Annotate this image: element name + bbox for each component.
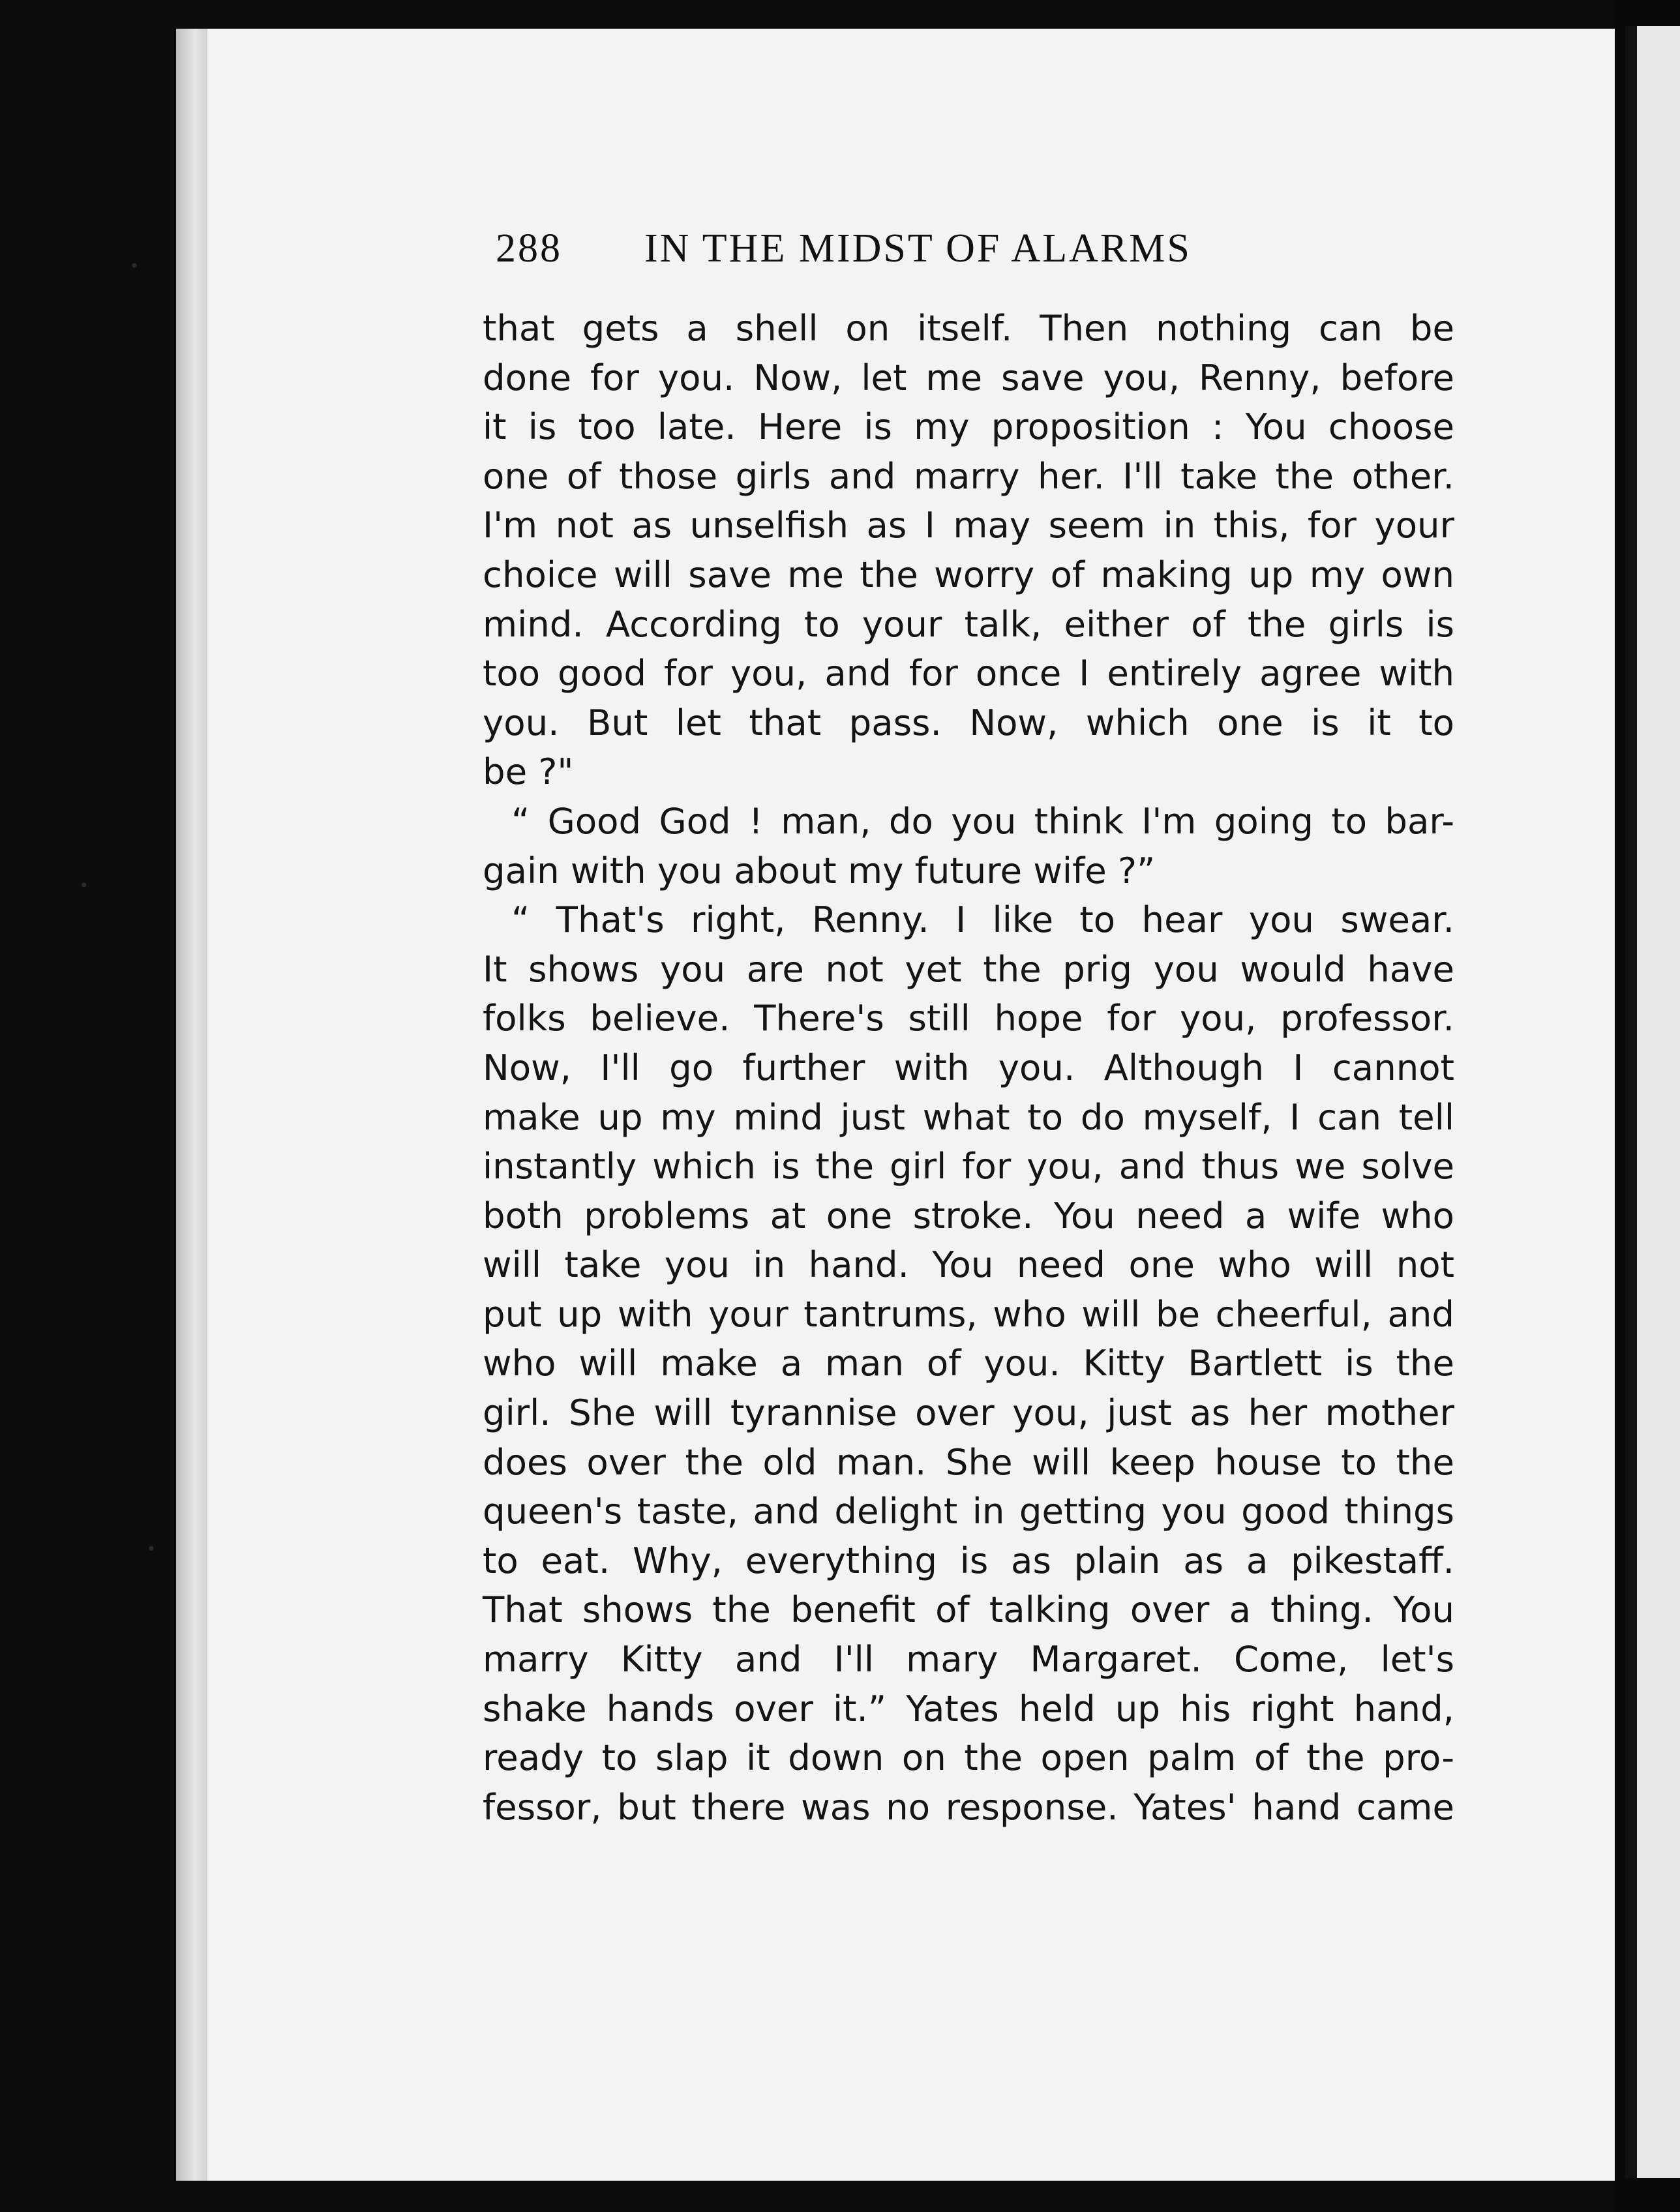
text-line: “ Good God ! man, do you think I'm going to bar-: [511, 800, 1454, 842]
text-line: I'm not as unselfish as I may seem in this, for your: [483, 504, 1454, 546]
text-line: queen's taste, and delight in getting you good things: [483, 1490, 1454, 1532]
text-line: make up my mind just what to do myself, I can tell: [483, 1096, 1454, 1138]
text-line: marry Kitty and I'll mary Margaret. Come, let's: [483, 1638, 1454, 1681]
text-line: It shows you are not yet the prig you would have: [483, 948, 1454, 990]
text-line: mind. According to your talk, either of the girls is: [483, 603, 1454, 645]
text-line: Now, I'll go further with you. Although I cannot: [483, 1046, 1454, 1088]
page-header: [496, 226, 1304, 280]
page-number: 288: [496, 226, 562, 271]
running-title: IN THE MIDST OF ALARMS: [644, 226, 1192, 271]
text-line: does over the old man. She will keep house to the: [483, 1441, 1454, 1483]
text-line: too good for you, and for once I entirely agree with: [483, 652, 1454, 695]
page-stack-edge: [176, 29, 207, 2181]
text-line: ready to slap it down on the open palm of the pro-: [483, 1737, 1454, 1779]
text-line: choice will save me the worry of making up my own: [483, 553, 1454, 595]
text-line: be ?": [483, 751, 574, 793]
text-line: will take you in hand. You need one who will not: [483, 1244, 1454, 1286]
text-line: that gets a shell on itself. Then nothing can be: [483, 307, 1454, 349]
text-line: both problems at one stroke. You need a wife who: [483, 1194, 1454, 1236]
text-line: done for you. Now, let me save you, Renny, before: [483, 356, 1454, 398]
text-line: you. But let that pass. Now, which one is it to: [483, 701, 1454, 743]
text-line: “ That's right, Renny. I like to hear you swear.: [511, 899, 1454, 941]
text-line: folks believe. There's still hope for you, professor.: [483, 997, 1454, 1039]
text-line: instantly which is the girl for you, and thus we solve: [483, 1145, 1454, 1188]
text-line: That shows the benefit of talking over a thing. You: [483, 1589, 1454, 1631]
text-line: girl. She will tyrannise over you, just as her mother: [483, 1392, 1454, 1434]
text-line: fessor, but there was no response. Yates' hand came: [483, 1786, 1454, 1828]
text-line: to eat. Why, everything is as plain as a pikestaff.: [483, 1539, 1454, 1581]
body-text: [483, 304, 1454, 1832]
text-line: put up with your tantrums, who will be cheerful, and: [483, 1293, 1454, 1335]
text-line: who will make a man of you. Kitty Bartlett is the: [483, 1342, 1454, 1384]
text-line: it is too late. Here is my proposition : You choose: [483, 406, 1454, 448]
text-line: one of those girls and marry her. I'll take the other.: [483, 455, 1454, 497]
text-line: shake hands over it.” Yates held up his right hand,: [483, 1687, 1454, 1729]
adjacent-page-edge: [1625, 26, 1680, 2178]
text-line: gain with you about my future wife ?”: [483, 849, 1156, 891]
